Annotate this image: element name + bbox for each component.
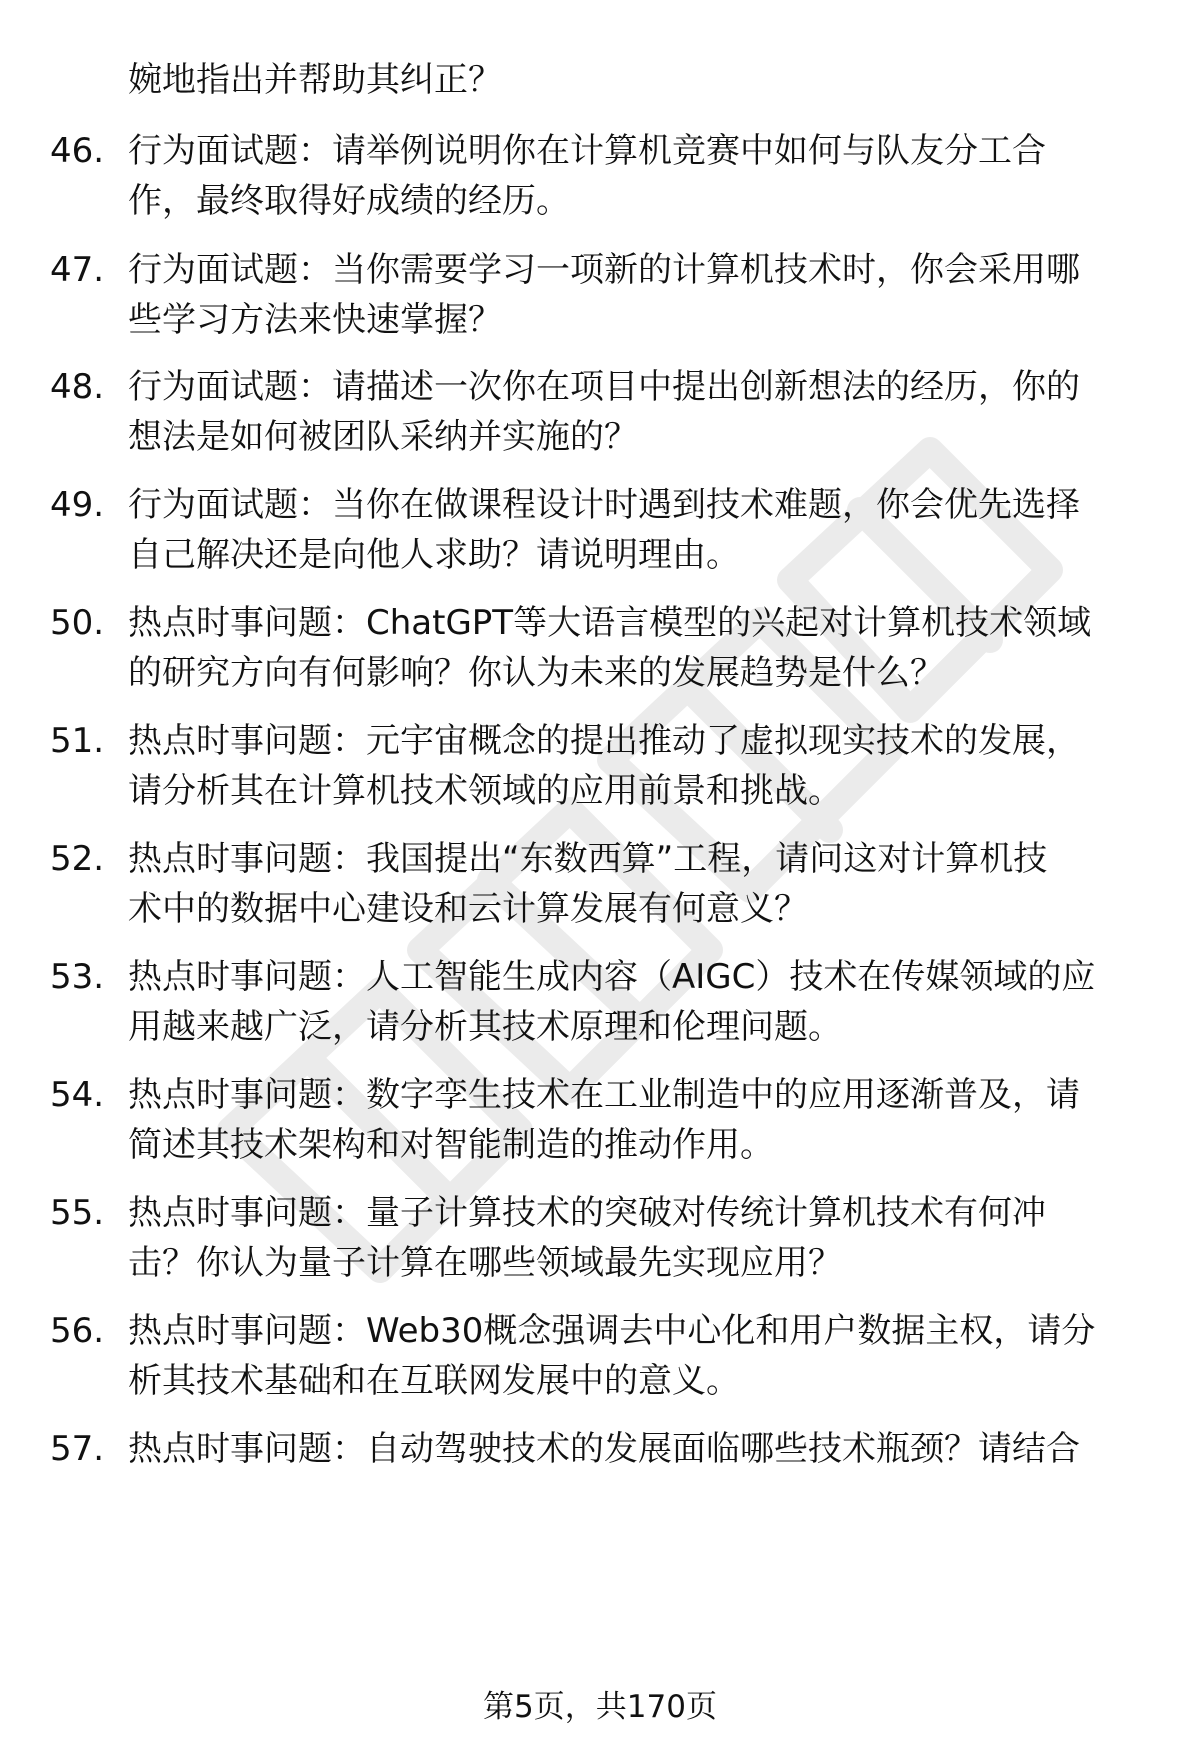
- question-line: 自己解决还是向他人求助？请说明理由。: [128, 535, 740, 575]
- question-text: [128, 834, 1173, 934]
- question-text: [128, 1306, 1173, 1406]
- question-line: 析其技术基础和在互联网发展中的意义。: [128, 1361, 740, 1401]
- question-line: 术中的数据中心建设和云计算发展有何意义？: [128, 889, 808, 929]
- question-line: 用越来越广泛，请分析其技术原理和伦理问题。: [128, 1007, 842, 1047]
- question-text: [128, 362, 1173, 462]
- question-line: 婉地指出并帮助其纠正？: [128, 60, 502, 100]
- question-line: 热点时事问题：人工智能生成内容（AIGC）技术在传媒领域的应: [128, 957, 1096, 997]
- question-line: 行为面试题：请描述一次你在项目中提出创新想法的经历，你的: [128, 367, 1080, 407]
- question-text: [128, 598, 1173, 698]
- question-number: 46.: [50, 131, 105, 171]
- question-line: 热点时事问题：元宇宙概念的提出推动了虚拟现实技术的发展，: [128, 721, 1080, 761]
- question-number: 48.: [50, 367, 105, 407]
- question-line: 的研究方向有何影响？你认为未来的发展趋势是什么？: [128, 653, 944, 693]
- question-text: [128, 480, 1173, 580]
- question-number: 57.: [50, 1429, 105, 1469]
- question-line: 击？你认为量子计算在哪些领域最先实现应用？: [128, 1243, 842, 1283]
- question-line: 热点时事问题：量子计算技术的突破对传统计算机技术有何冲: [128, 1193, 1046, 1233]
- question-text: [128, 1070, 1173, 1170]
- question-number: 53.: [50, 957, 105, 997]
- question-line: 简述其技术架构和对智能制造的推动作用。: [128, 1125, 774, 1165]
- question-text: [128, 245, 1173, 345]
- question-text: [128, 716, 1173, 816]
- question-line: 作，最终取得好成绩的经历。: [128, 181, 570, 221]
- question-number: 54.: [50, 1075, 105, 1115]
- question-text: [128, 952, 1173, 1052]
- question-line: 热点时事问题：数字孪生技术在工业制造中的应用逐渐普及，请: [128, 1075, 1080, 1115]
- question-line: 热点时事问题：Web30概念强调去中心化和用户数据主权，请分: [128, 1311, 1096, 1351]
- question-number: 50.: [50, 603, 105, 643]
- question-line: 热点时事问题：我国提出“东数西算”工程，请问这对计算机技: [128, 839, 1048, 879]
- question-text: [128, 126, 1173, 226]
- question-line: 热点时事问题：自动驾驶技术的发展面临哪些技术瓶颈？请结合: [128, 1429, 1080, 1469]
- question-line: 想法是如何被团队采纳并实施的？: [128, 417, 638, 457]
- question-number: 56.: [50, 1311, 105, 1351]
- question-line: 行为面试题：当你在做课程设计时遇到技术难题，你会优先选择: [128, 485, 1080, 525]
- page-number-footer: 第5页，共170页: [483, 1689, 717, 1725]
- question-text: [128, 1424, 1173, 1474]
- question-number: 52.: [50, 839, 105, 879]
- question-line: 行为面试题：请举例说明你在计算机竞赛中如何与队友分工合: [128, 131, 1046, 171]
- question-number: 49.: [50, 485, 105, 525]
- question-line: 请分析其在计算机技术领域的应用前景和挑战。: [128, 771, 842, 811]
- question-line: 热点时事问题：ChatGPT等大语言模型的兴起对计算机技术领域: [128, 603, 1092, 643]
- question-text: [128, 1188, 1173, 1288]
- question-number: 55.: [50, 1193, 105, 1233]
- question-number: 51.: [50, 721, 105, 761]
- question-line: 行为面试题：当你需要学习一项新的计算机技术时，你会采用哪: [128, 250, 1080, 290]
- question-text: [128, 55, 1173, 105]
- question-number: 47.: [50, 250, 105, 290]
- question-line: 些学习方法来快速掌握？: [128, 300, 502, 340]
